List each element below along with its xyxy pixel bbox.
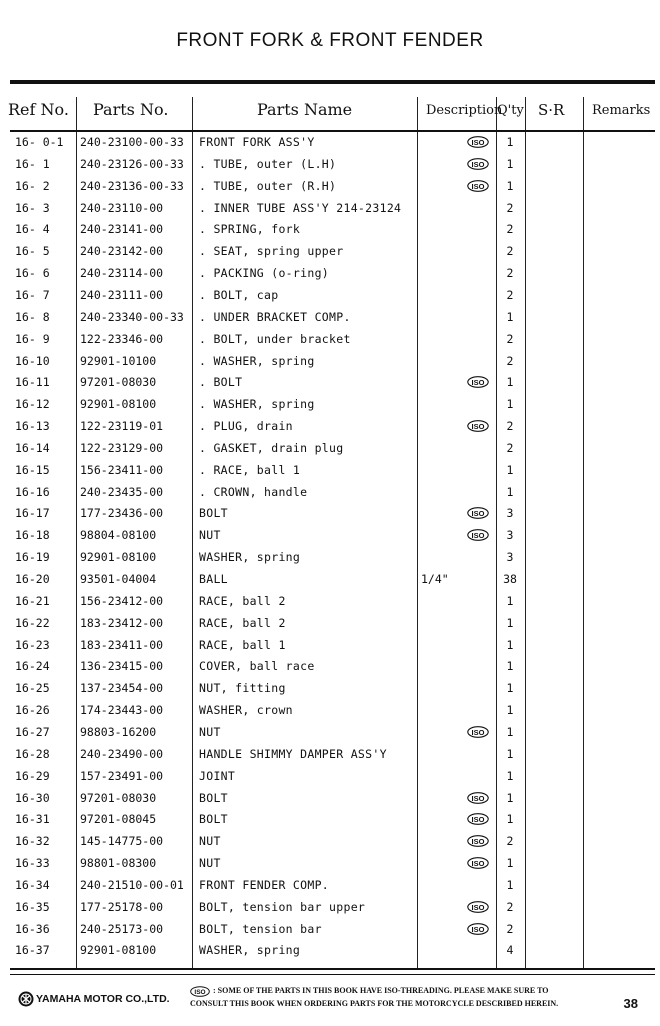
ref-no-cell: 16-14 [15,440,50,455]
table-row [0,524,660,546]
qty-cell: 1 [506,484,514,499]
ref-no-cell: 16-16 [15,484,50,499]
parts-no-cell: 137-23454-00 [80,681,164,696]
ref-no-cell: 16-17 [15,506,50,521]
parts-no-cell: 97201-08030 [80,375,157,390]
qty-cell: 1 [506,397,514,412]
header-sr: S·R [538,101,565,119]
parts-no-cell: 156-23412-00 [80,593,164,608]
ref-no-cell: 16-32 [15,834,50,849]
parts-no-cell: 177-25178-00 [80,899,164,914]
parts-no-cell: 93501-04004 [80,572,157,586]
qty-cell: 1 [506,746,514,761]
table-row [0,699,660,721]
ref-no-cell: 16-28 [15,746,50,761]
qty-cell: 1 [506,178,514,193]
qty-cell: 2 [506,419,514,434]
table-row [0,896,660,918]
parts-no-cell: 98801-08300 [80,856,157,871]
parts-no-cell: 92901-08100 [80,397,157,412]
parts-name-cell: . RACE, ball 1 [199,462,301,477]
parts-name-cell: BOLT, tension bar upper [199,899,366,914]
parts-no-cell: 97201-08030 [80,790,157,805]
qty-cell: 38 [503,572,517,586]
iso-mark-text: ISO [194,988,206,996]
ref-no-cell: 16-25 [15,681,50,696]
footnote-text-2: CONSULT THIS BOOK WHEN ORDERING PARTS FOR THE MOTORCYCLE DESCRIBED HEREIN. [190,999,559,1008]
parts-name-cell: . WASHER, spring [199,353,315,368]
table-row [0,175,660,197]
table-row [0,612,660,634]
ref-no-cell: 16- 7 [15,287,50,302]
table-row [0,371,660,393]
parts-name-cell: . INNER TUBE ASS'Y 214-23124 [199,200,402,215]
parts-no-cell: 92901-08100 [80,550,157,565]
parts-name-cell: NUT, fitting [199,681,286,696]
parts-name-cell: . SEAT, spring upper [199,244,344,259]
table-row [0,459,660,481]
parts-no-cell: 92901-08100 [80,943,157,958]
parts-name-cell: NUT [199,856,221,871]
table-row [0,218,660,240]
parts-no-cell: 174-23443-00 [80,703,164,718]
parts-no-cell: 92901-10100 [80,353,157,368]
iso-mark-text: ISO [471,924,485,934]
iso-mark-text: ISO [471,727,485,737]
qty-cell: 1 [506,681,514,696]
yamaha-tuning-fork-icon [18,991,34,1007]
parts-name-cell: RACE, ball 2 [199,615,286,630]
header-qty: Q'ty [497,103,524,118]
parts-name-cell: JOINT [199,768,236,783]
parts-no-cell: 183-23412-00 [80,615,164,630]
parts-name-cell: . BOLT [199,375,243,390]
iso-mark-icon [467,726,489,738]
ref-no-cell: 16- 3 [15,200,50,215]
qty-cell: 2 [506,244,514,259]
ref-no-cell: 16-20 [15,572,50,586]
qty-cell: 2 [506,200,514,215]
parts-name-cell: WASHER, spring [199,550,301,565]
footnote-line-1 [190,984,558,997]
ref-no-cell: 16-18 [15,528,50,543]
table-row [0,743,660,765]
ref-no-cell: 16- 6 [15,266,50,281]
ref-no-cell: 16- 2 [15,178,50,193]
footnote-text-1: : SOME OF THE PARTS IN THIS BOOK HAVE ISO-THREADING. PLEASE MAKE SURE TO [213,986,549,995]
qty-cell: 2 [506,440,514,455]
qty-cell: 1 [506,593,514,608]
qty-cell: 2 [506,266,514,281]
iso-mark-icon [467,857,489,869]
table-row [0,546,660,568]
table-row [0,765,660,787]
qty-cell: 2 [506,331,514,346]
ref-no-cell: 16- 8 [15,309,50,324]
parts-no-cell: 240-23435-00 [80,484,164,499]
parts-name-cell: . WASHER, spring [199,397,315,412]
qty-cell: 1 [506,156,514,171]
qty-cell: 2 [506,353,514,368]
table-row [0,284,660,306]
ref-no-cell: 16-23 [15,637,50,652]
iso-mark-icon [467,376,489,388]
parts-no-cell: 240-23141-00 [80,222,164,237]
parts-name-cell: . TUBE, outer (R.H) [199,178,337,193]
parts-no-cell: 240-23142-00 [80,244,164,259]
qty-cell: 2 [506,222,514,237]
parts-name-cell: . PACKING (o-ring) [199,266,330,281]
table-row [0,262,660,284]
header-description: Description [426,103,503,118]
ref-no-cell: 16-26 [15,703,50,718]
iso-mark-text: ISO [471,137,485,147]
table-row [0,874,660,896]
table-row [0,350,660,372]
parts-no-cell: 98804-08100 [80,528,157,543]
iso-mark-icon [190,986,210,997]
parts-no-cell: 240-23100-00-33 [80,135,184,149]
parts-name-cell: NUT [199,724,221,739]
table-row [0,131,660,153]
table-row [0,852,660,874]
qty-cell: 2 [506,921,514,936]
table-row [0,197,660,219]
parts-no-cell: 240-23340-00-33 [80,309,184,324]
ref-no-cell: 16- 9 [15,331,50,346]
table-row [0,808,660,830]
parts-name-cell: HANDLE SHIMMY DAMPER ASS'Y [199,746,387,761]
ref-no-cell: 16-10 [15,353,50,368]
parts-no-cell: 122-23129-00 [80,440,164,455]
qty-cell: 1 [506,790,514,805]
ref-no-cell: 16-15 [15,462,50,477]
parts-name-cell: . TUBE, outer (L.H) [199,156,337,171]
ref-no-cell: 16-36 [15,921,50,936]
iso-mark-text: ISO [471,902,485,912]
parts-name-cell: RACE, ball 2 [199,593,286,608]
ref-no-cell: 16- 5 [15,244,50,259]
ref-no-cell: 16-34 [15,877,50,892]
table-row [0,437,660,459]
parts-name-cell: NUT [199,834,221,849]
parts-no-cell: 240-23126-00-33 [80,156,184,171]
parts-name-cell: NUT [199,528,221,543]
qty-cell: 1 [506,309,514,324]
table-row [0,939,660,961]
qty-cell: 2 [506,899,514,914]
parts-name-cell: . BOLT, under bracket [199,331,351,346]
parts-no-cell: 240-21510-00-01 [80,877,184,892]
iso-mark-text: ISO [471,815,485,825]
parts-name-cell: BOLT, tension bar [199,921,322,936]
qty-cell: 3 [506,506,514,521]
qty-cell: 1 [506,812,514,827]
parts-no-cell: 145-14775-00 [80,834,164,849]
header-ref-no: Ref No. [8,100,69,119]
qty-cell: 2 [506,834,514,849]
qty-cell: 1 [506,462,514,477]
parts-name-cell: BALL [199,572,228,586]
iso-mark-icon [467,507,489,519]
parts-name-cell: FRONT FENDER COMP. [199,877,330,892]
parts-no-cell: 240-23114-00 [80,266,164,281]
parts-name-cell: . CROWN, handle [199,484,308,499]
ref-no-cell: 16-27 [15,724,50,739]
ref-no-cell: 16-11 [15,375,50,390]
iso-mark-text: ISO [471,793,485,803]
iso-mark-icon [467,420,489,432]
table-row [0,634,660,656]
header-remarks: Remarks [592,103,651,118]
ref-no-cell: 16-13 [15,419,50,434]
qty-cell: 1 [506,637,514,652]
iso-mark-icon [467,813,489,825]
table-row [0,677,660,699]
brand-logo [18,991,170,1007]
parts-no-cell: 97201-08045 [80,812,157,827]
qty-cell: 4 [506,943,514,958]
parts-no-cell: 122-23346-00 [80,331,164,346]
table-row [0,568,660,590]
table-row [0,240,660,262]
iso-mark-text: ISO [471,421,485,431]
table-row [0,481,660,503]
page-title: FRONT FORK & FRONT FENDER [176,30,484,51]
table-row [0,830,660,852]
parts-name-cell: COVER, ball race [199,659,315,674]
parts-name-cell: . GASKET, drain plug [199,440,344,455]
header-parts-name: Parts Name [257,100,353,119]
qty-cell: 1 [506,659,514,674]
iso-mark-text: ISO [471,858,485,868]
ref-no-cell: 16- 4 [15,222,50,237]
table-row [0,153,660,175]
qty-cell: 1 [506,375,514,390]
ref-no-cell: 16-35 [15,899,50,914]
table-row [0,306,660,328]
parts-name-cell: . SPRING, fork [199,222,301,237]
table-row [0,590,660,612]
ref-no-cell: 16-22 [15,615,50,630]
ref-no-cell: 16-29 [15,768,50,783]
ref-no-cell: 16-30 [15,790,50,805]
iso-footnote [190,984,558,1010]
parts-name-cell: . PLUG, drain [199,419,293,434]
top-rule [10,80,655,84]
iso-mark-icon [467,158,489,170]
table-row [0,918,660,940]
iso-mark-text: ISO [471,159,485,169]
parts-name-cell: BOLT [199,790,228,805]
ref-no-cell: 16-24 [15,659,50,674]
table-row [0,655,660,677]
parts-no-cell: 156-23411-00 [80,462,164,477]
qty-cell: 1 [506,856,514,871]
ref-no-cell: 16-31 [15,812,50,827]
parts-no-cell: 240-23136-00-33 [80,178,184,193]
ref-no-cell: 16-37 [15,943,50,958]
parts-no-cell: 98803-16200 [80,724,157,739]
table-row [0,415,660,437]
iso-mark-text: ISO [471,531,485,541]
parts-no-cell: 177-23436-00 [80,506,164,521]
iso-mark-text: ISO [471,378,485,388]
table-row [0,721,660,743]
bottom-rule [10,968,655,970]
parts-no-cell: 136-23415-00 [80,659,164,674]
parts-name-cell: BOLT [199,812,228,827]
qty-cell: 1 [506,877,514,892]
parts-no-cell: 183-23411-00 [80,637,164,652]
iso-mark-icon [467,180,489,192]
parts-no-cell: 240-23490-00 [80,746,164,761]
parts-no-cell: 240-25173-00 [80,921,164,936]
iso-mark-icon [467,901,489,913]
iso-mark-text: ISO [471,181,485,191]
qty-cell: 1 [506,135,514,149]
parts-no-cell: 240-23111-00 [80,287,164,302]
parts-name-cell: WASHER, spring [199,943,301,958]
ref-no-cell: 16-19 [15,550,50,565]
table-row [0,787,660,809]
brand-name: YAMAHA MOTOR CO.,LTD. [36,992,170,1005]
qty-cell: 3 [506,528,514,543]
parts-name-cell: . UNDER BRACKET COMP. [199,309,351,324]
ref-no-cell: 16-21 [15,593,50,608]
iso-mark-icon [467,529,489,541]
parts-name-cell: RACE, ball 1 [199,637,286,652]
header-parts-no: Parts No. [93,100,169,119]
parts-name-cell: . BOLT, cap [199,287,279,302]
qty-cell: 1 [506,703,514,718]
iso-mark-icon [467,792,489,804]
qty-cell: 3 [506,550,514,565]
iso-mark-icon [467,923,489,935]
bottom-rule-thin [10,974,655,975]
iso-mark-icon [467,136,489,148]
qty-cell: 1 [506,724,514,739]
parts-no-cell: 122-23119-01 [80,419,164,434]
ref-no-cell: 16- 1 [15,156,50,171]
ref-no-cell: 16-33 [15,856,50,871]
description-cell: 1/4" [421,572,449,586]
table-row [0,328,660,350]
qty-cell: 1 [506,768,514,783]
parts-name-cell: WASHER, crown [199,703,293,718]
qty-cell: 2 [506,287,514,302]
iso-mark-text: ISO [471,836,485,846]
table-row [0,393,660,415]
ref-no-cell: 16- 0-1 [15,135,64,149]
parts-no-cell: 157-23491-00 [80,768,164,783]
parts-name-cell: BOLT [199,506,228,521]
parts-no-cell: 240-23110-00 [80,200,164,215]
iso-mark-icon [467,835,489,847]
parts-name-cell: FRONT FORK ASS'Y [199,135,315,149]
qty-cell: 1 [506,615,514,630]
iso-mark-text: ISO [471,509,485,519]
page-number: 38 [623,996,638,1011]
ref-no-cell: 16-12 [15,397,50,412]
table-row [0,502,660,524]
